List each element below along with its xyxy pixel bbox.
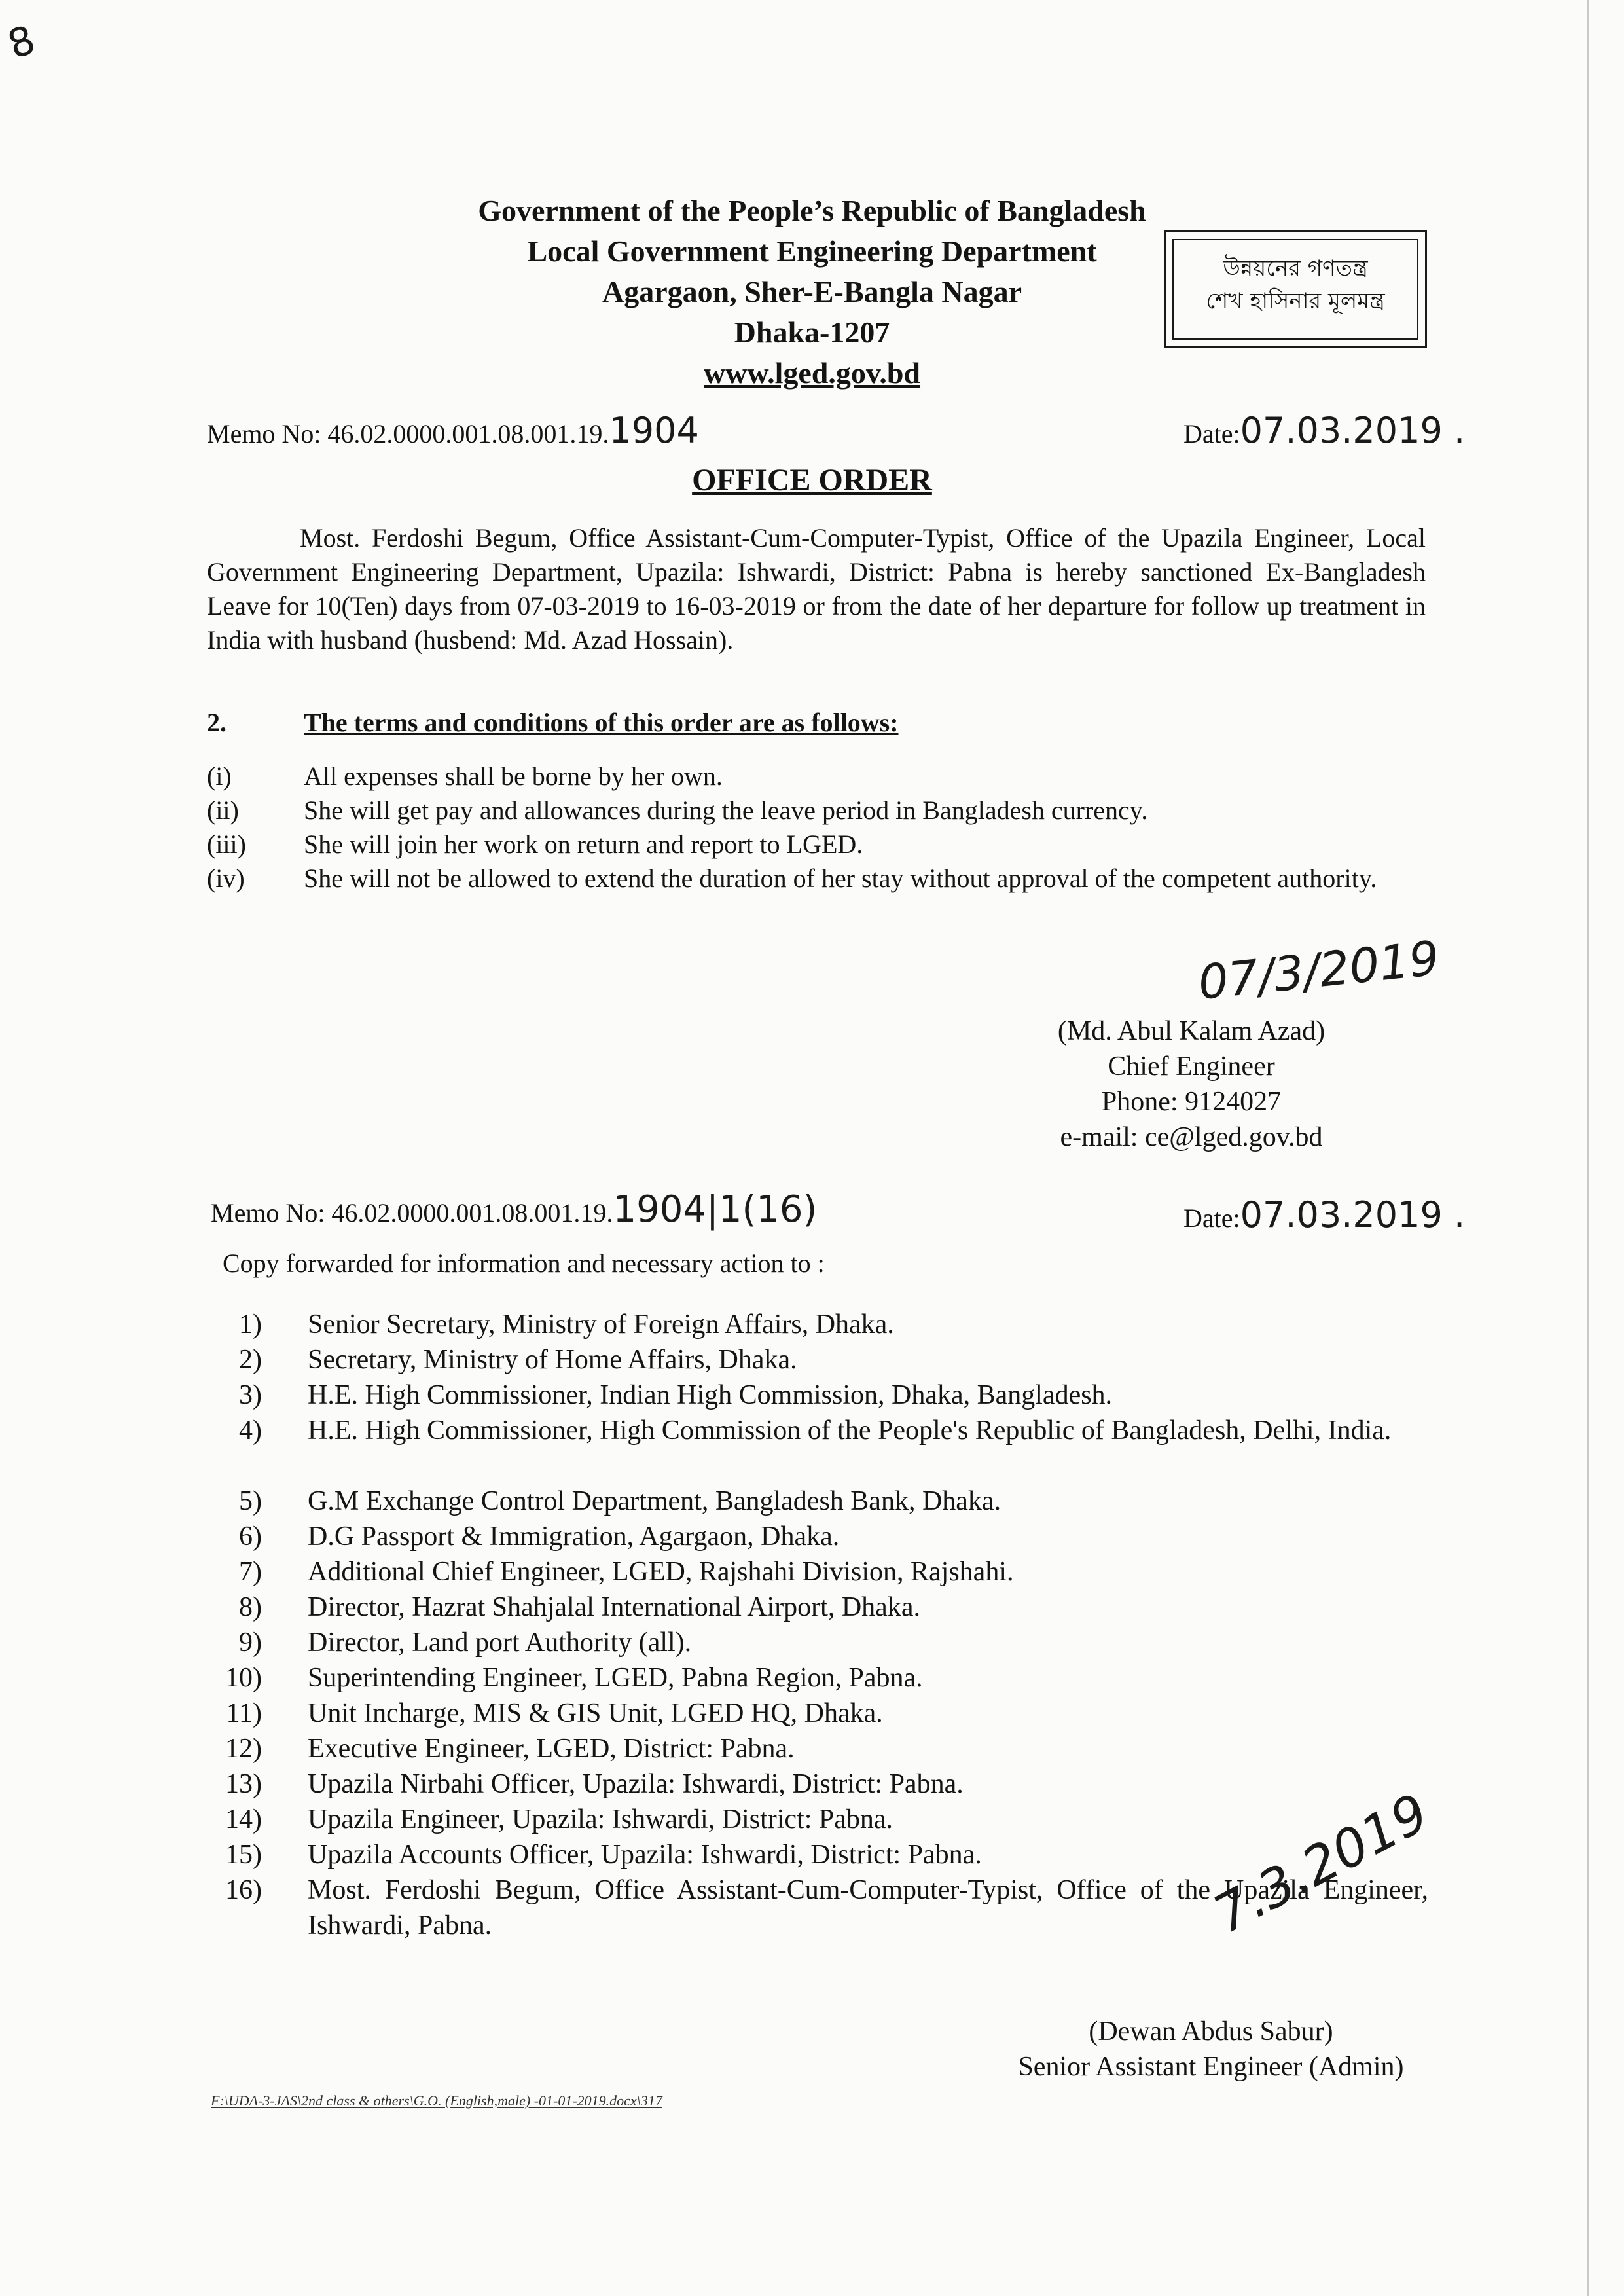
copy-list-number: 1): [239, 1309, 262, 1339]
term-text: All expenses shall be borne by her own.: [304, 761, 723, 791]
slogan-stamp: [1164, 230, 1427, 348]
date-handwritten: 07.03.2019 .: [1240, 410, 1466, 451]
signatory-2-block: [962, 2014, 1460, 2085]
section-2-heading: The terms and conditions of this order are as follows:: [304, 708, 899, 737]
memo-label: Memo No: 46.02.0000.001.08.001.19.: [207, 419, 609, 448]
memo-date-1: [1183, 410, 1466, 451]
copy-list-text: Senior Secretary, Ministry of Foreign Affairs, Dhaka.: [308, 1309, 894, 1339]
copy-list-number: 8): [239, 1592, 262, 1622]
copy-list-number: 3): [239, 1380, 262, 1410]
term-text: She will join her work on return and report to LGED.: [304, 829, 863, 859]
term-number: (iii): [207, 829, 246, 859]
copy-list-text: G.M Exchange Control Department, Bangladesh Bank, Dhaka.: [308, 1486, 1001, 1516]
copy-list-number: 15): [225, 1840, 262, 1870]
header-website[interactable]: www.lged.gov.bd: [703, 356, 921, 390]
term-text: She will get pay and allowances during the leave period in Bangladesh currency.: [304, 795, 1148, 825]
copy-list-number: 14): [225, 1804, 262, 1834]
memo-label: Memo No: 46.02.0000.001.08.001.19.: [211, 1198, 613, 1228]
memo-date-2: [1183, 1194, 1466, 1235]
copy-list-number: 9): [239, 1628, 262, 1658]
copy-list-text: Unit Incharge, MIS & GIS Unit, LGED HQ, Dhaka.: [308, 1698, 883, 1728]
term-number: (ii): [207, 795, 239, 825]
senior-engineer-signature: 7.3.2019: [1204, 1781, 1439, 1946]
footer-file-path: F:\UDA-3-JAS\2nd class & others\G.O. (English,male) -01-01-2019.docx\317: [211, 2092, 662, 2109]
term-number: (i): [207, 761, 232, 791]
copy-list-number: 12): [225, 1734, 262, 1764]
copy-list-text: Secretary, Ministry of Home Affairs, Dhaka.: [308, 1345, 797, 1375]
date-handwritten: 07.03.2019 .: [1240, 1194, 1466, 1235]
copy-list-text: Upazila Accounts Officer, Upazila: Ishwardi, District: Pabna.: [308, 1840, 982, 1870]
corner-handwritten-mark: 8: [2, 16, 42, 69]
term-text: She will not be allowed to extend the duration of her stay without approval of the competent authority.: [304, 864, 1377, 893]
term-number: (iv): [207, 864, 245, 893]
copy-list-text: Superintending Engineer, LGED, Pabna Region, Pabna.: [308, 1663, 923, 1693]
signatory-1-designation: Chief Engineer: [1108, 1051, 1275, 1082]
signatory-2-name: (Dewan Abdus Sabur): [1089, 2016, 1333, 2047]
header-city: Dhaka-1207: [734, 316, 890, 349]
signatory-1-name: (Md. Abul Kalam Azad): [1057, 1016, 1326, 1046]
stamp-line-2: শেখ হাসিনার মূলমন্ত্র: [1206, 288, 1385, 314]
copy-list-number: 16): [225, 1875, 262, 1905]
copy-list-text: D.G Passport & Immigration, Agargaon, Dhaka.: [308, 1522, 840, 1552]
order-paragraph: Most. Ferdoshi Begum, Office Assistant-Cum-Computer-Typist, Office of the Upazila Engineer, Local Government Engineering Department, Upazila: Ishwardi, District: Pabna is hereby sanctioned Ex-Bangladesh Leave for 10(Ten) days from 07-03-2019 to 16-03-2019 or from the date of her departure for follow up treatment in India with husband (husbend: Md. Azad Hossain).: [207, 523, 1426, 655]
copy-list-text: Director, Land port Authority (all).: [308, 1628, 692, 1658]
copy-list-number: 4): [239, 1415, 262, 1446]
memo-handwritten-number: 1904: [609, 410, 699, 451]
memo-number-1: [207, 410, 699, 451]
stamp-line-1: উন্নয়নের গণতন্ত্র: [1223, 255, 1368, 282]
header-address: Agargaon, Sher-E-Bangla Nagar: [602, 275, 1022, 308]
header-department: Local Government Engineering Department: [527, 234, 1097, 268]
copy-list-number: 6): [239, 1522, 262, 1552]
chief-engineer-signature: 07/3/2019: [1195, 930, 1442, 1011]
signatory-1-phone: Phone: 9124027: [1101, 1087, 1282, 1117]
copy-list-text: Most. Ferdoshi Begum, Office Assistant-Cum-Computer-Typist, Office of the Upazila Engineer, Ishwardi, Pabna.: [308, 1875, 1428, 1941]
copy-list-text: Director, Hazrat Shahjalal International Airport, Dhaka.: [308, 1592, 920, 1622]
copy-list-text: Upazila Nirbahi Officer, Upazila: Ishwardi, District: Pabna.: [308, 1769, 964, 1799]
copy-list-number: 10): [225, 1663, 262, 1693]
memo-number-2: [211, 1188, 818, 1231]
copy-list-number: 2): [239, 1345, 262, 1375]
copy-list-text: Upazila Engineer, Upazila: Ishwardi, District: Pabna.: [308, 1804, 893, 1834]
header-government: Government of the People’s Republic of Bangladesh: [478, 194, 1146, 227]
signatory-2-designation: Senior Assistant Engineer (Admin): [1018, 2052, 1404, 2082]
copy-list-text: H.E. High Commissioner, High Commission of the People's Republic of Bangladesh, Delhi, India.: [308, 1415, 1392, 1446]
copy-list-text: H.E. High Commissioner, Indian High Commission, Dhaka, Bangladesh.: [308, 1380, 1113, 1410]
signatory-1-block: [1021, 1013, 1362, 1155]
copy-list-number: 13): [225, 1769, 262, 1799]
page-title: OFFICE ORDER: [692, 463, 932, 498]
copy-forward-line: Copy forwarded for information and necessary action to :: [223, 1248, 825, 1278]
signatory-1-email: e-mail: ce@lged.gov.bd: [1060, 1122, 1323, 1152]
date-label: Date:: [1183, 1203, 1240, 1233]
copy-list-text: Additional Chief Engineer, LGED, Rajshahi Division, Rajshahi.: [308, 1557, 1014, 1587]
copy-list-number: 5): [239, 1486, 262, 1516]
copy-list-text: Executive Engineer, LGED, District: Pabna.: [308, 1734, 795, 1764]
copy-list-number: 7): [239, 1557, 262, 1587]
memo-handwritten-number: 1904|1(16): [613, 1188, 818, 1231]
section-2-number: 2.: [207, 708, 226, 737]
copy-list-number: 11): [226, 1698, 262, 1728]
date-label: Date:: [1183, 419, 1240, 448]
